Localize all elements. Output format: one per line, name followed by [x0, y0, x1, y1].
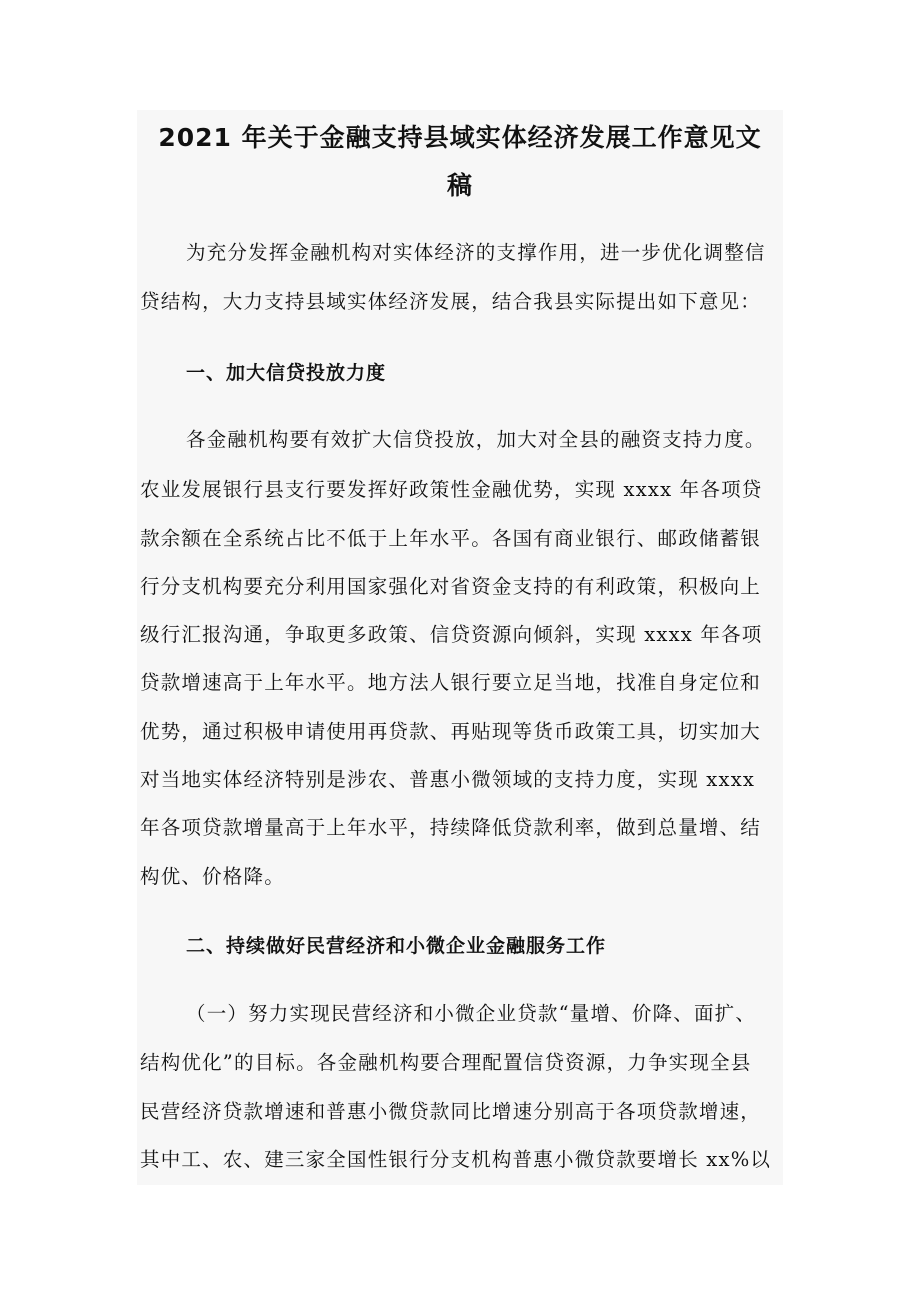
- intro-line-1: 为充分发挥金融机构对实体经济的支撑作用，进一步优化调整信: [186, 241, 766, 264]
- section-2-line-2: 结构优化”的目标。各金融机构要合理配置信贷资源，力争实现全县: [140, 1051, 752, 1074]
- section-1-line-7: 优势，通过积极申请使用再贷款、再贴现等货币政策工具，切实加大: [140, 720, 762, 743]
- document-title-line-1: 2021 年关于金融支持县域实体经济发展工作意见文: [158, 123, 762, 152]
- intro-line-2: 贷结构，大力支持县域实体经济发展，结合我县实际提出如下意见：: [140, 290, 762, 313]
- section-1-line-10: 构优、价格降。: [140, 865, 285, 888]
- section-1-line-8: 对当地实体经济特别是涉农、普惠小微领域的支持力度，实现 xxxx: [140, 768, 756, 791]
- section-2-line-4: 其中工、农、建三家全国性银行分支机构普惠小微贷款要增长 xx%以: [140, 1148, 772, 1171]
- section-1-line-9: 年各项贷款增量高于上年水平，持续降低贷款利率，做到总量增、结: [140, 816, 762, 839]
- section-1-line-2: 农业发展银行县支行要发挥好政策性金融优势，实现 xxxx 年各项贷: [140, 478, 763, 501]
- section-1-heading: 一、加大信贷投放力度: [186, 362, 387, 384]
- section-2-line-3: 民营经济贷款增速和普惠小微贷款同比增速分别高于各项贷款增速，: [140, 1100, 762, 1123]
- section-1-line-5: 级行汇报沟通，争取更多政策、信贷资源向倾斜，实现 xxxx 年各项: [140, 623, 763, 646]
- section-2-line-1: （一）努力实现民营经济和小微企业贷款“量增、价降、面扩、: [186, 1002, 757, 1025]
- section-2-heading: 二、持续做好民营经济和小微企业金融服务工作: [186, 935, 607, 957]
- section-1-line-4: 行分支机构要充分利用国家强化对省资金支持的有利政策，积极向上: [140, 575, 762, 598]
- section-1-line-3: 款余额在全系统占比不低于上年水平。各国有商业银行、邮政储蓄银: [140, 527, 762, 550]
- document-title-line-2: 稿: [446, 171, 473, 200]
- section-1-line-6: 贷款增速高于上年水平。地方法人银行要立足当地，找准自身定位和: [140, 671, 762, 694]
- section-1-line-1: 各金融机构要有效扩大信贷投放，加大对全县的融资支持力度。: [186, 428, 766, 451]
